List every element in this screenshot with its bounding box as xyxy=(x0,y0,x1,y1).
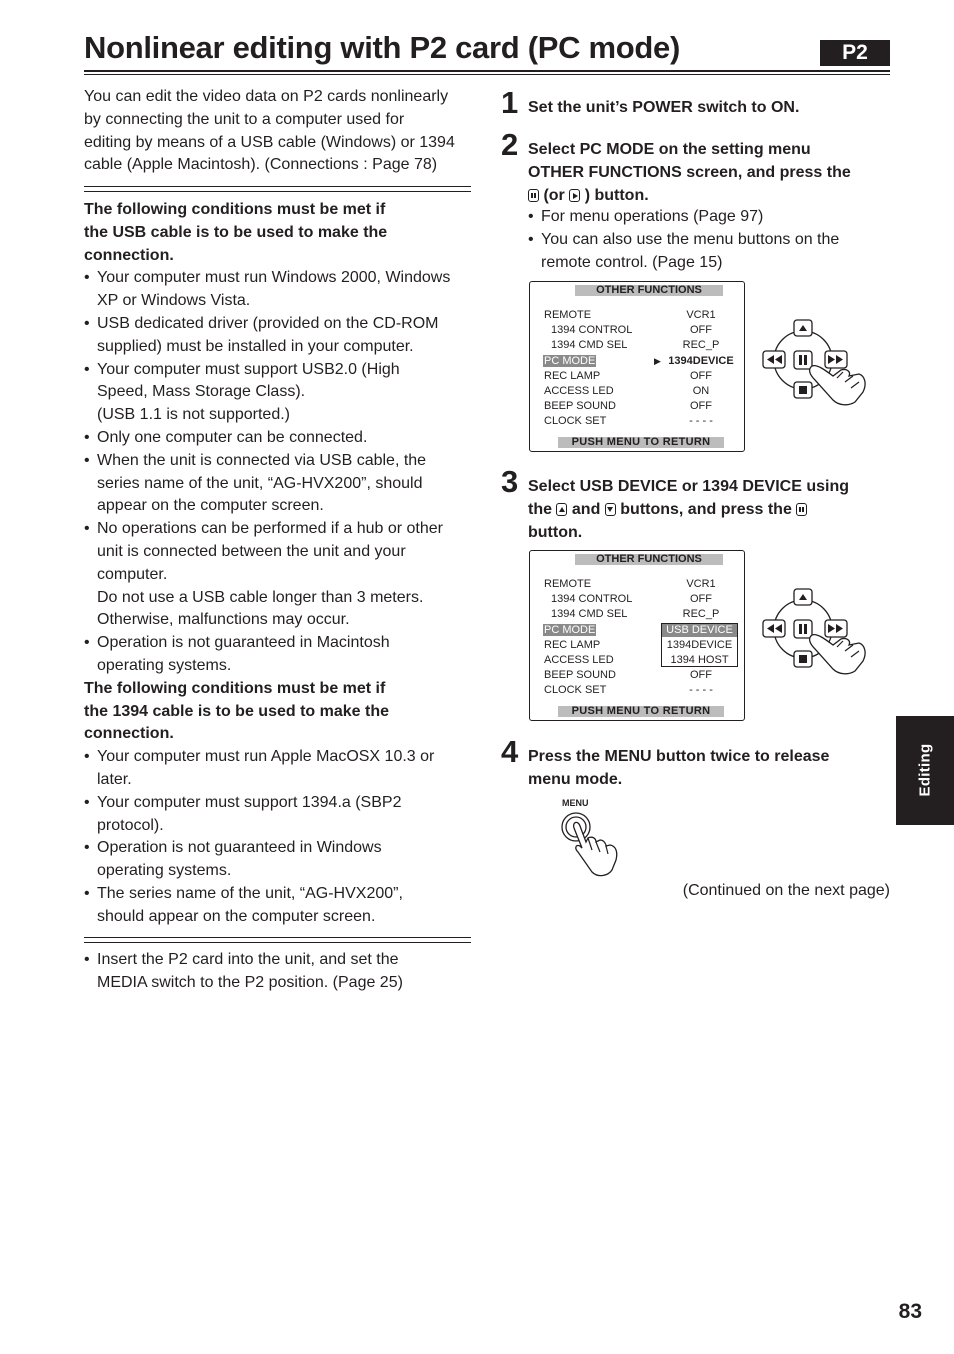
menu-value-selected: 1394DEVICE xyxy=(668,355,734,367)
step-4-text xyxy=(528,745,890,791)
the-text: the xyxy=(528,501,552,518)
p2-badge: P2 xyxy=(820,40,890,66)
bullet-dot: • xyxy=(84,269,90,287)
bullet-line: Operation is not guaranteed in Macintosh xyxy=(97,634,390,652)
step-line: Select USB DEVICE or 1394 DEVICE using xyxy=(528,478,849,495)
bullet-dot: • xyxy=(84,520,90,538)
bullet-line: unit is connected between the unit and your xyxy=(97,542,406,560)
1394-conditions-heading xyxy=(84,678,476,746)
usb-bullet xyxy=(84,427,476,450)
step-line: OTHER FUNCTIONS screen, and press the xyxy=(528,164,851,181)
bullet-dot: • xyxy=(84,748,90,766)
step-2-bullet xyxy=(528,206,890,229)
section-divider xyxy=(84,937,471,943)
usb-bullet xyxy=(84,632,476,678)
menu-label: 1394 CONTROL xyxy=(551,593,633,605)
and-text: and xyxy=(571,501,601,518)
1394-bullet xyxy=(84,883,476,929)
menu-label: 1394 CMD SEL xyxy=(551,608,628,620)
menu-value: OFF xyxy=(690,669,712,681)
bullet-line: For menu operations (Page 97) xyxy=(541,208,764,225)
menu-label: REMOTE xyxy=(544,578,592,590)
bullet-dot: • xyxy=(84,951,90,968)
insert-card-note xyxy=(84,949,476,995)
menu-label-selected: PC MODE xyxy=(544,355,596,367)
menu-value: OFF xyxy=(690,400,712,412)
bullet-line: Do not use a USB cable longer than 3 meters. xyxy=(97,588,424,606)
menu-option: 1394DEVICE xyxy=(666,639,733,651)
bullet-line: supplied) must be installed in your computer. xyxy=(97,337,414,355)
bullet-line: Operation is not guaranteed in Windows xyxy=(97,839,382,857)
step-number-1: 1 xyxy=(501,85,519,120)
section-divider xyxy=(84,186,471,192)
bullet-line: When the unit is connected via USB cable, the xyxy=(97,451,427,469)
step-1-text: Set the unit’s POWER switch to ON. xyxy=(528,99,800,116)
usb-conditions-heading xyxy=(84,199,476,267)
intro-line: editing by means of a USB cable (Windows) or 1394 xyxy=(84,133,455,151)
bullet-line: computer. xyxy=(97,565,168,583)
bullet-line: Your computer must run Apple MacOSX 10.3 or xyxy=(97,748,435,766)
buttons-text: buttons, and press the xyxy=(620,501,792,518)
step-number-3: 3 xyxy=(501,464,519,499)
usb-conditions xyxy=(84,199,476,929)
bullet-line: remote control. (Page 15) xyxy=(541,253,723,271)
down-button-icon xyxy=(605,503,616,516)
pause-button-icon xyxy=(528,189,539,202)
bullet-line: Speed, Mass Storage Class). xyxy=(97,383,306,401)
bullet-line: Your computer must run Windows 2000, Windows xyxy=(97,269,451,287)
step-2-text xyxy=(528,138,890,207)
menu-label: ACCESS LED xyxy=(544,385,614,397)
page-number: 83 xyxy=(898,1300,922,1323)
menu-label: BEEP SOUND xyxy=(544,669,616,681)
pause-button-icon xyxy=(796,503,807,516)
menu-value: VCR1 xyxy=(686,578,716,590)
bullet-line: MEDIA switch to the P2 position. (Page 25) xyxy=(97,973,403,991)
bullet-line: Your computer must support 1394.a (SBP2 xyxy=(97,793,402,811)
bullet-dot: • xyxy=(528,208,534,225)
intro-line: You can edit the video data on P2 cards nonlinearly xyxy=(84,88,449,105)
menu-label: REC LAMP xyxy=(544,639,601,651)
menu-footer: PUSH MENU TO RETURN xyxy=(558,706,724,717)
menu-value: - - - - xyxy=(689,415,713,427)
bullet-line: series name of the unit, “AG-HVX200”, should xyxy=(97,474,423,492)
menu-screen-1 xyxy=(529,281,745,452)
usb-bullet xyxy=(84,518,476,632)
bullet-line: protocol). xyxy=(97,816,164,834)
step-line: button. xyxy=(528,524,583,541)
heading-line: the USB cable is to be used to make the xyxy=(84,223,388,241)
menu-option: 1394 HOST xyxy=(670,654,729,666)
menu-header: OTHER FUNCTIONS xyxy=(575,554,723,565)
step-number-4: 4 xyxy=(501,734,519,769)
menu-value: VCR1 xyxy=(686,309,716,321)
bullet-line: operating systems. xyxy=(97,862,232,880)
step-2-bullet xyxy=(528,229,890,275)
step-number-2: 2 xyxy=(501,127,519,162)
menu-label: ACCESS LED xyxy=(544,654,614,666)
bullet-dot: • xyxy=(84,634,90,652)
menu-label: REC LAMP xyxy=(544,370,601,382)
step-line xyxy=(528,498,890,521)
step-line: Select PC MODE on the setting menu xyxy=(528,141,811,158)
menu-value: OFF xyxy=(690,324,712,336)
menu-value: REC_P xyxy=(682,339,720,351)
page-title: Nonlinear editing with P2 card (PC mode) xyxy=(84,30,681,65)
bullet-line: Insert the P2 card into the unit, and set the xyxy=(97,951,399,968)
button-text: ) button. xyxy=(584,187,649,204)
title-rule xyxy=(84,70,890,72)
bullet-dot: • xyxy=(84,451,90,469)
selection-arrow-icon: ▶ xyxy=(654,356,661,366)
menu-label: 1394 CONTROL xyxy=(551,324,633,336)
bullet-dot: • xyxy=(84,314,90,332)
bullet-line: Your computer must support USB2.0 (High xyxy=(97,360,400,378)
continued-note: (Continued on the next page) xyxy=(682,882,890,899)
play-button-icon xyxy=(569,189,580,202)
bullet-dot: • xyxy=(84,884,90,902)
menu-value: REC_P xyxy=(682,608,720,620)
usb-bullet xyxy=(84,450,476,518)
menu-label: REMOTE xyxy=(544,309,592,321)
menu-header: OTHER FUNCTIONS xyxy=(575,285,723,296)
intro-line: by connecting the unit to a computer used for xyxy=(84,110,405,128)
title-rule-thin xyxy=(84,74,890,75)
menu-label: CLOCK SET xyxy=(544,684,607,696)
menu-label: BEEP SOUND xyxy=(544,400,616,412)
bullet-line: The series name of the unit, “AG-HVX200”, xyxy=(97,884,403,902)
menu-value: - - - - xyxy=(689,684,713,696)
bullet-line: operating systems. xyxy=(97,656,232,674)
step-line: menu mode. xyxy=(528,771,623,788)
menu-button-label: MENU xyxy=(562,798,589,808)
bullet-line: should appear on the computer screen. xyxy=(97,907,376,925)
insert-bullet xyxy=(84,949,476,995)
menu-screen-2 xyxy=(529,550,745,721)
step-2-notes xyxy=(528,206,890,274)
step-line: Press the MENU button twice to release xyxy=(528,748,830,765)
usb-bullet xyxy=(84,359,476,427)
usb-bullet xyxy=(84,313,476,359)
bullet-dot: • xyxy=(84,428,90,446)
menu-label: CLOCK SET xyxy=(544,415,607,427)
bullet-line: You can also use the menu buttons on the xyxy=(541,230,840,248)
menu-footer: PUSH MENU TO RETURN xyxy=(558,437,724,448)
intro-paragraph xyxy=(84,86,476,177)
bullet-dot: • xyxy=(84,360,90,378)
menu-value: OFF xyxy=(690,593,712,605)
intro-line: cable (Apple Macintosh). (Connections : Page 78) xyxy=(84,156,438,174)
menu-value: ON xyxy=(692,385,710,397)
bullet-line: (USB 1.1 is not supported.) xyxy=(97,406,290,424)
menu-option-selected: USB DEVICE xyxy=(662,624,737,637)
1394-bullet xyxy=(84,792,476,838)
bullet-line: XP or Windows Vista. xyxy=(97,292,251,310)
bullet-dot: • xyxy=(84,839,90,857)
bullet-line: appear on the computer screen. xyxy=(97,497,324,515)
bullet-line: later. xyxy=(97,770,132,788)
control-pad-illustration-2 xyxy=(755,583,870,678)
usb-bullet xyxy=(84,267,476,313)
or-text: (or xyxy=(543,187,565,204)
bullet-line: USB dedicated driver (provided on the CD-ROM xyxy=(97,314,439,332)
step-line xyxy=(528,184,890,207)
menu-label: 1394 CMD SEL xyxy=(551,339,628,351)
heading-line: The following conditions must be met if xyxy=(84,201,386,218)
1394-bullet xyxy=(84,837,476,883)
heading-line: the 1394 cable is to be used to make the xyxy=(84,702,389,720)
heading-line: connection. xyxy=(84,246,174,264)
1394-bullet xyxy=(84,746,476,792)
heading-line: connection. xyxy=(84,725,174,743)
bullet-line: Otherwise, malfunctions may occur. xyxy=(97,611,350,629)
bullet-line: No operations can be performed if a hub or other xyxy=(97,520,443,538)
control-pad-illustration-1 xyxy=(755,314,870,409)
step-3-text xyxy=(528,475,890,544)
bullet-dot: • xyxy=(528,230,534,248)
menu-label-selected: PC MODE xyxy=(544,624,596,636)
section-tab-label: Editing xyxy=(916,743,934,797)
bullet-dot: • xyxy=(84,793,90,811)
menu-button-press-illustration xyxy=(556,808,626,880)
menu-value: OFF xyxy=(690,370,712,382)
heading-line: The following conditions must be met if xyxy=(84,679,386,697)
bullet-line: Only one computer can be connected. xyxy=(97,428,368,446)
section-tab-editing xyxy=(896,716,954,825)
up-button-icon xyxy=(556,503,567,516)
